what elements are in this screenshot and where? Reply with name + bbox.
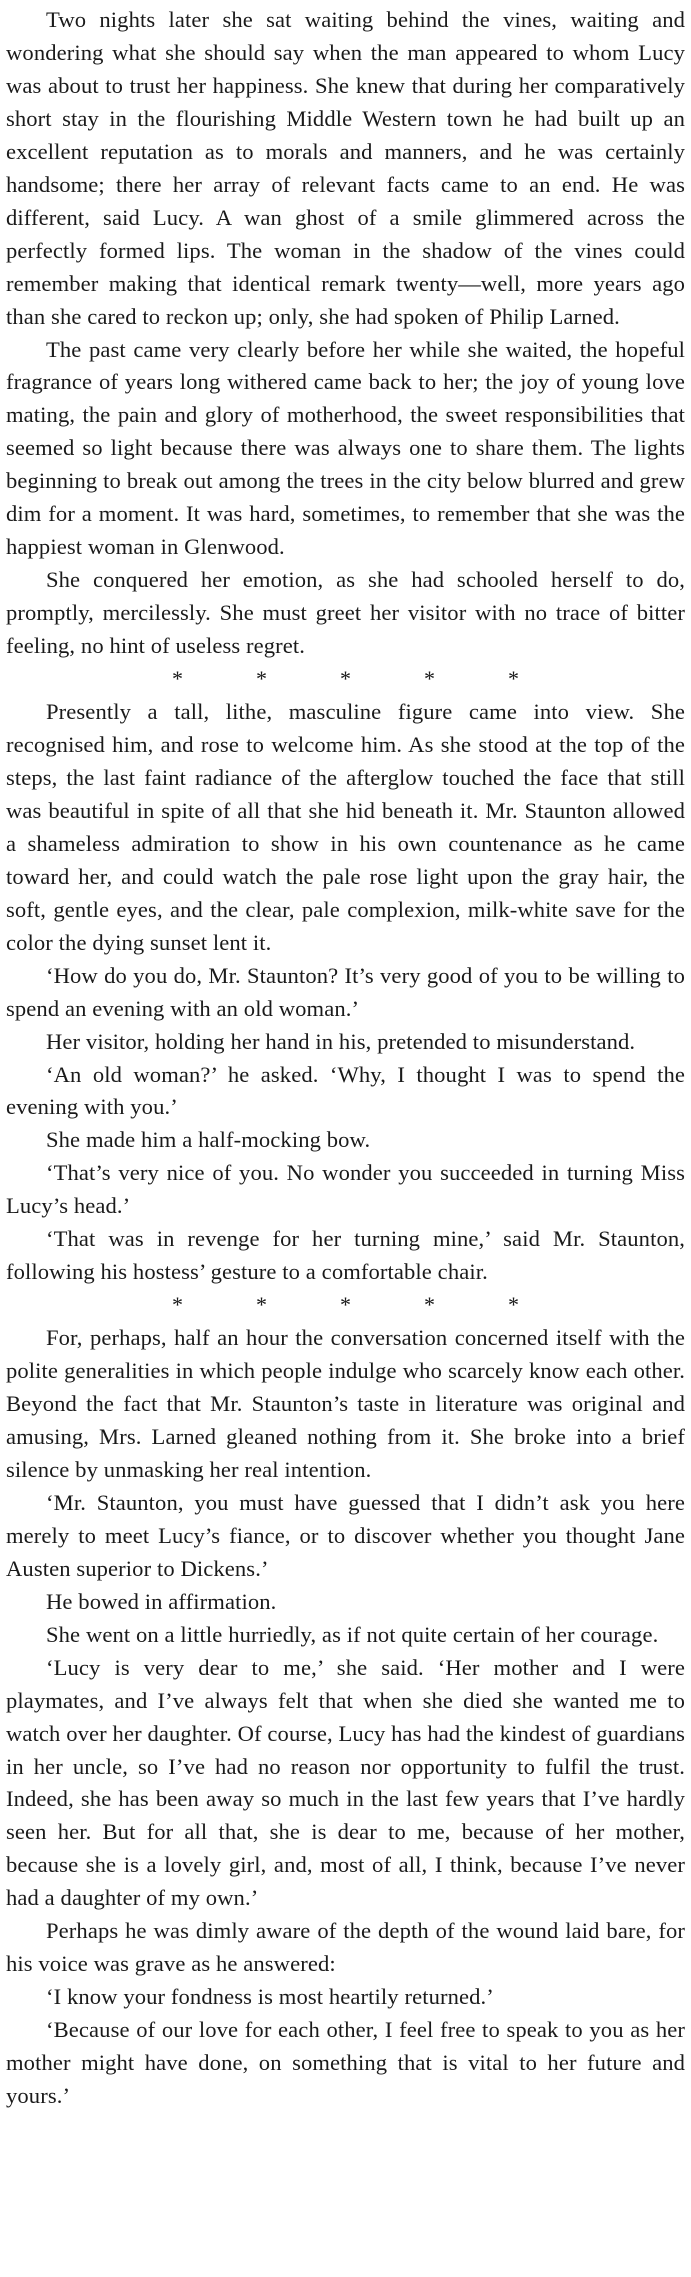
divider-star: * (508, 1292, 519, 1318)
paragraph: ‘Mr. Staunton, you must have guessed that I didn’t ask you here merely to meet Lucy’s fiance, or to discover whether you thought Jane Austen superior to Dickens.’ (6, 1489, 685, 1581)
divider-star: * (508, 666, 519, 692)
paragraph: Her visitor, holding her hand in his, pretended to misunderstand. (46, 1028, 636, 1054)
divider-star: * (172, 666, 183, 692)
paragraph: She made him a half-mocking bow. (46, 1127, 371, 1153)
paragraph: Presently a tall, lithe, masculine figure came into view. She recognised him, and rose to welcome him. As she stood at the top of the steps, the last faint radiance of the afterglow touched the face that still was beautiful in spite of all that she hid beneath it. Mr. Staunton allowed a shameless admiration to show in his own countenance as he came toward her, and could watch the pale rose light upon the gray hair, the soft, gentle eyes, and the clear, pale complexion, milk-white save for the color the dying sunset lent it. (6, 699, 685, 955)
paragraph: He bowed in affirmation. (46, 1588, 277, 1614)
divider-star: * (256, 1292, 267, 1318)
paragraph: ‘An old woman?’ he asked. ‘Why, I thought I was to spend the evening with you.’ (6, 1061, 685, 1120)
divider-star: * (424, 666, 435, 692)
paragraph: Two nights later she sat waiting behind the vines, waiting and wondering what she should say when the man appeared to whom Lucy was about to trust her happiness. She knew that during her comparatively short stay in the flourishing Middle Western town he had built up an excellent reputation as to morals and manners, and he was certainly handsome; there her array of relevant facts came to an end. He was different, said Lucy. A wan ghost of a smile glimmered across the perfectly formed lips. The woman in the shadow of the vines could remember making that identical remark twenty—well, more years ago than she cared to reckon up; only, she had spoken of Philip Larned. (6, 7, 685, 329)
paragraph: ‘That was in revenge for her turning mine,’ said Mr. Staunton, following his hostess’ gesture to a comfortable chair. (6, 1226, 685, 1285)
paragraph: ‘I know your fondness is most heartily returned.’ (46, 1984, 494, 2010)
paragraph: ‘Because of our love for each other, I feel free to speak to you as her mother might have done, on something that is vital to her future and yours.’ (6, 2017, 685, 2109)
section-divider (6, 1289, 685, 1322)
paragraph: ‘How do you do, Mr. Staunton? It’s very good of you to be willing to spend an evening with an old woman.’ (6, 962, 685, 1021)
divider-star: * (340, 1292, 351, 1318)
paragraph: She conquered her emotion, as she had schooled herself to do, promptly, mercilessly. She must greet her visitor with no trace of bitter feeling, no hint of useless regret. (6, 567, 685, 659)
divider-star: * (256, 666, 267, 692)
section-divider (6, 663, 685, 696)
divider-star: * (172, 1292, 183, 1318)
paragraph: The past came very clearly before her while she waited, the hopeful fragrance of years long withered came back to her; the joy of young love mating, the pain and glory of motherhood, the sweet responsibilities that seemed so light because there was always one to share them. The lights beginning to break out among the trees in the city below blurred and grew dim for a moment. It was hard, sometimes, to remember that she was the happiest woman in Glenwood. (6, 336, 685, 560)
paragraph: ‘That’s very nice of you. No wonder you succeeded in turning Miss Lucy’s head.’ (6, 1160, 685, 1219)
divider-star: * (424, 1292, 435, 1318)
paragraph: For, perhaps, half an hour the conversation concerned itself with the polite generalities in which people indulge who scarcely know each other. Beyond the fact that Mr. Staunton’s taste in literature was original and amusing, Mrs. Larned gleaned nothing from it. She broke into a brief silence by unmasking her real intention. (6, 1325, 685, 1482)
paragraph: Perhaps he was dimly aware of the depth of the wound laid bare, for his voice was grave as he answered: (6, 1918, 685, 1977)
paragraph: She went on a little hurriedly, as if not quite certain of her courage. (46, 1621, 659, 1647)
paragraph: ‘Lucy is very dear to me,’ she said. ‘Her mother and I were playmates, and I’ve always felt that when she died she wanted me to watch over her daughter. Of course, Lucy has had the kindest of guardians in her uncle, so I’ve had no reason nor opportunity to fulfil the trust. Indeed, she has been away so much in the last few years that I’ve hardly seen her. But for all that, she is dear to me, because of her mother, because she is a lovely girl, and, most of all, I think, because I’ve never had a daughter of my own.’ (6, 1654, 685, 1911)
divider-star: * (340, 666, 351, 692)
